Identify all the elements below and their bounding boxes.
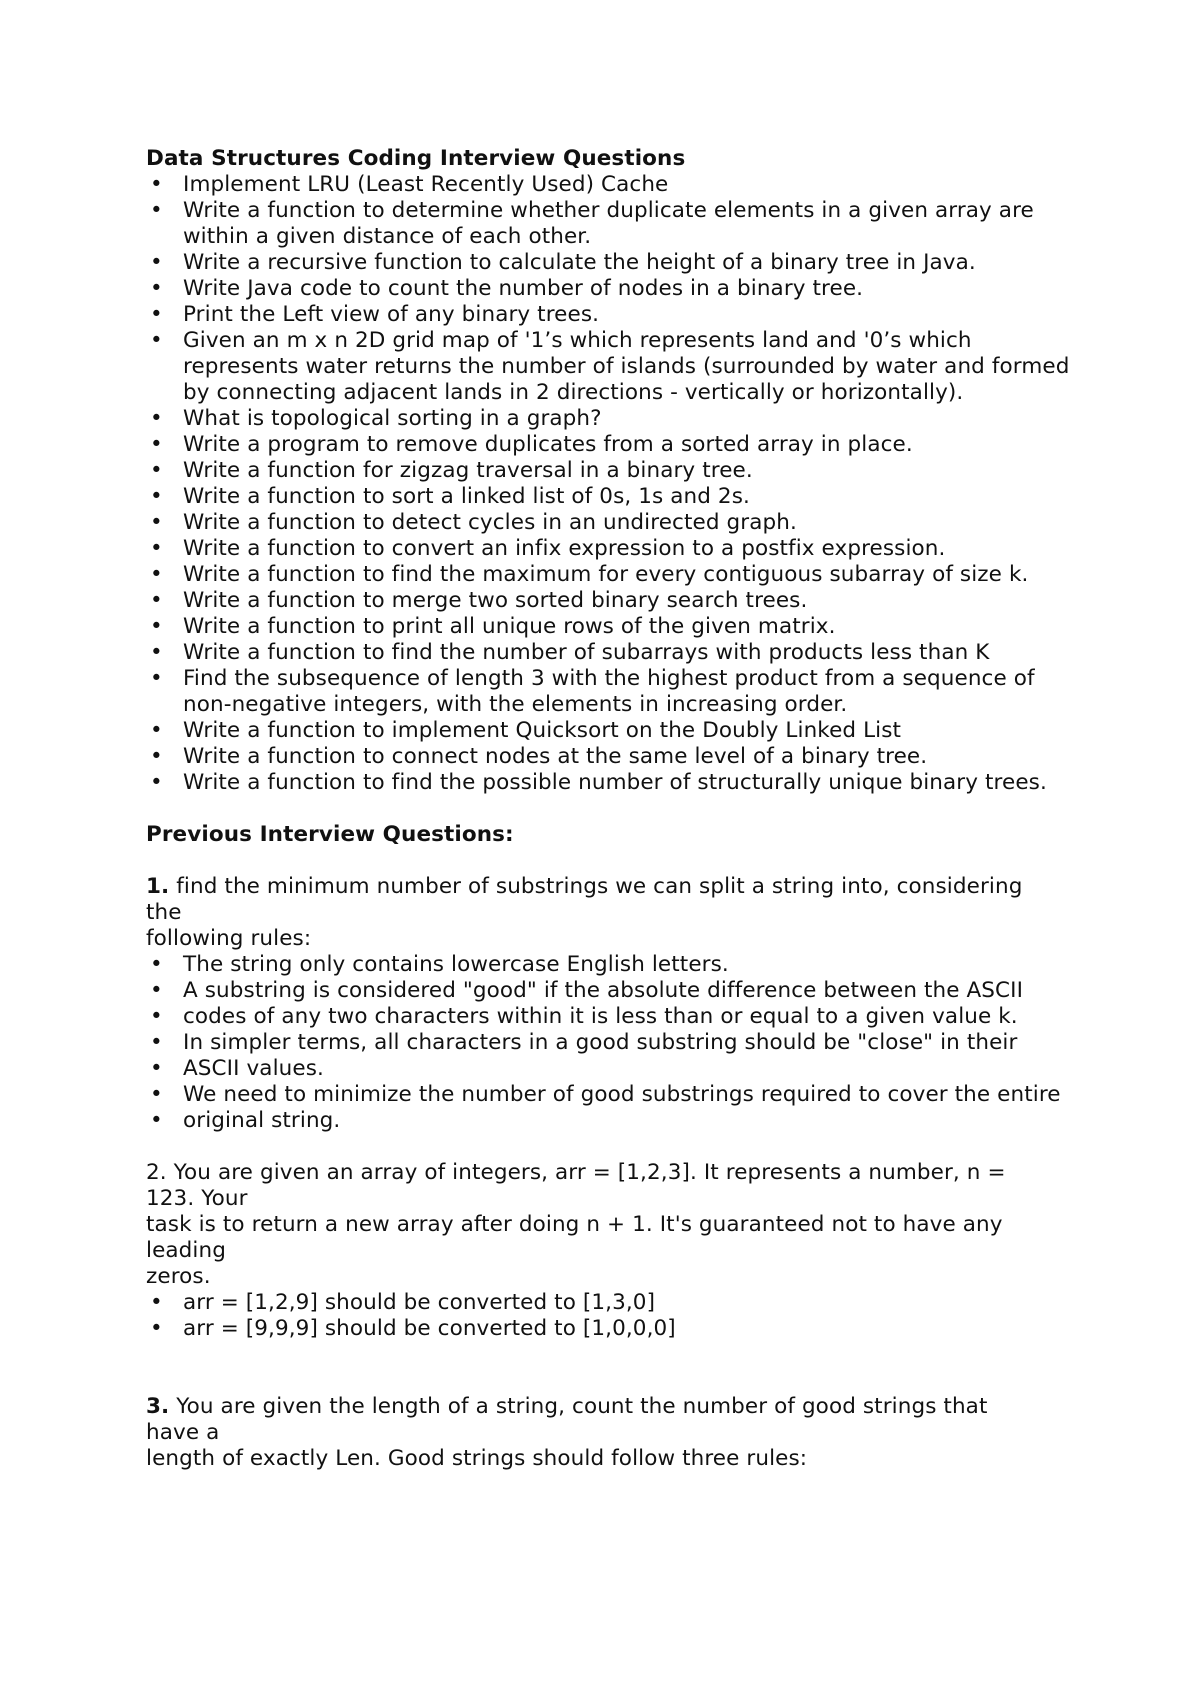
list-item: • Write a function to convert an infix expression to a postfix expression. [150,536,946,561]
list-item: • Print the Left view of any binary trees. [150,302,600,327]
bullet-icon: • [150,666,163,691]
bullet-icon: • [150,458,163,483]
question-number: 2 [146,1160,160,1185]
list-item: • What is topological sorting in a graph? [150,406,602,431]
bullet-icon: • [150,1030,163,1055]
list-item: • arr = [1,2,9] should be converted to [1,3,0] [150,1290,656,1315]
question-line: following rules: [146,926,312,951]
bullet-icon: • [150,198,163,223]
bullet-icon: • [150,1082,163,1107]
list-item: • We need to minimize the number of good substrings required to cover the entire [150,1082,1061,1107]
bullet-icon: • [150,406,163,431]
question-line: 123. Your [146,1186,248,1211]
bullet-icon: • [150,718,163,743]
bullet-icon: • [150,952,163,977]
bullet-icon: • [150,588,163,613]
bullet-icon: • [150,744,163,769]
bullet-icon: • [150,978,163,1003]
list-item: • Write a function to determine whether duplicate elements in a given array are within a given distance of each other. [150,198,1034,249]
question-number: 3. [146,1394,170,1419]
bullet-icon: • [150,640,163,665]
list-item: • Write a function to detect cycles in an undirected graph. [150,510,797,535]
list-item: • ASCII values. [150,1056,324,1081]
question-line: length of exactly Len. Good strings should follow three rules: [146,1446,808,1471]
bullet-icon: • [150,614,163,639]
list-item: • arr = [9,9,9] should be converted to [1,0,0,0] [150,1316,676,1341]
list-item: • Write a function to find the possible number of structurally unique binary trees. [150,770,1047,795]
bullet-icon: • [150,302,163,327]
question-line: 1. find the minimum number of substrings we can split a string into, considering [146,874,1023,899]
list-item: • Write a function for zigzag traversal in a binary tree. [150,458,753,483]
bullet-icon: • [150,1290,163,1315]
question-line: zeros. [146,1264,211,1289]
question-line: 3. You are given the length of a string, count the number of good strings that [146,1394,988,1419]
spacer [146,848,1076,874]
list-item: • Write a function to implement Quicksort on the Doubly Linked List [150,718,902,743]
bullet-icon: • [150,770,163,795]
bullet-icon: • [150,432,163,457]
list-item: • Write a function to sort a linked list of 0s, 1s and 2s. [150,484,750,509]
question-line: the [146,900,182,925]
page-title: Data Structures Coding Interview Questions [146,146,686,171]
bullet-icon: • [150,1108,163,1133]
list-item: • codes of any two characters within it is less than or equal to a given value k. [150,1004,1018,1029]
examples-list [146,1290,1076,1342]
document-page [146,146,1076,1472]
list-item: • Write a recursive function to calculate the height of a binary tree in Java. [150,250,976,275]
list-item: • Implement LRU (Least Recently Used) Cache [150,172,669,197]
list-item: • Find the subsequence of length 3 with the highest product from a sequence of non-negative integers, with the elements in increasing order. [150,666,1035,717]
section-heading-previous: Previous Interview Questions: [146,822,514,847]
list-item: • Write Java code to count the number of nodes in a binary tree. [150,276,864,301]
bullet-icon: • [150,1004,163,1029]
question-line: task is to return a new array after doing n + 1. It's guaranteed not to have any [146,1212,1003,1237]
question-1 [146,874,1076,1134]
bullet-icon: • [150,250,163,275]
list-item: • Write a function to find the number of subarrays with products less than K [150,640,990,665]
bullet-icon: • [150,484,163,509]
spacer [146,1342,1076,1394]
bullet-icon: • [150,510,163,535]
list-item: • Write a function to find the maximum for every contiguous subarray of size k. [150,562,1029,587]
bullet-icon: • [150,1056,163,1081]
list-item: • Write a function to connect nodes at the same level of a binary tree. [150,744,928,769]
bullet-icon: • [150,172,163,197]
spacer [146,1134,1076,1160]
bullet-icon: • [150,1316,163,1341]
bullet-icon: • [150,328,163,353]
question-number: 1. [146,874,170,899]
bullet-icon: • [150,562,163,587]
list-item: • In simpler terms, all characters in a good substring should be "close" in their [150,1030,1018,1055]
list-item: • Write a program to remove duplicates from a sorted array in place. [150,432,913,457]
bullet-icon: • [150,276,163,301]
question-line: leading [146,1238,226,1263]
list-item: • Write a function to merge two sorted binary search trees. [150,588,808,613]
list-item: • original string. [150,1108,341,1133]
question-3 [146,1394,1076,1472]
question-2 [146,1160,1076,1342]
rules-list [146,952,1076,1134]
bullet-icon: • [150,536,163,561]
question-line: have a [146,1420,220,1445]
list-item: • Given an m x n 2D grid map of '1’s which represents land and '0’s which represents water returns the number of islands (surrounded by water and formed by connecting adjacent lands in 2 directions - vertically or horizontally). [150,328,1070,405]
spacer [146,796,1076,822]
questions-list [146,172,1076,796]
question-line: 2. You are given an array of integers, arr = [1,2,3]. It represents a number, n = [146,1160,1006,1185]
list-item: • A substring is considered "good" if the absolute difference between the ASCII [150,978,1024,1003]
list-item: • Write a function to print all unique rows of the given matrix. [150,614,836,639]
list-item: • The string only contains lowercase English letters. [150,952,729,977]
